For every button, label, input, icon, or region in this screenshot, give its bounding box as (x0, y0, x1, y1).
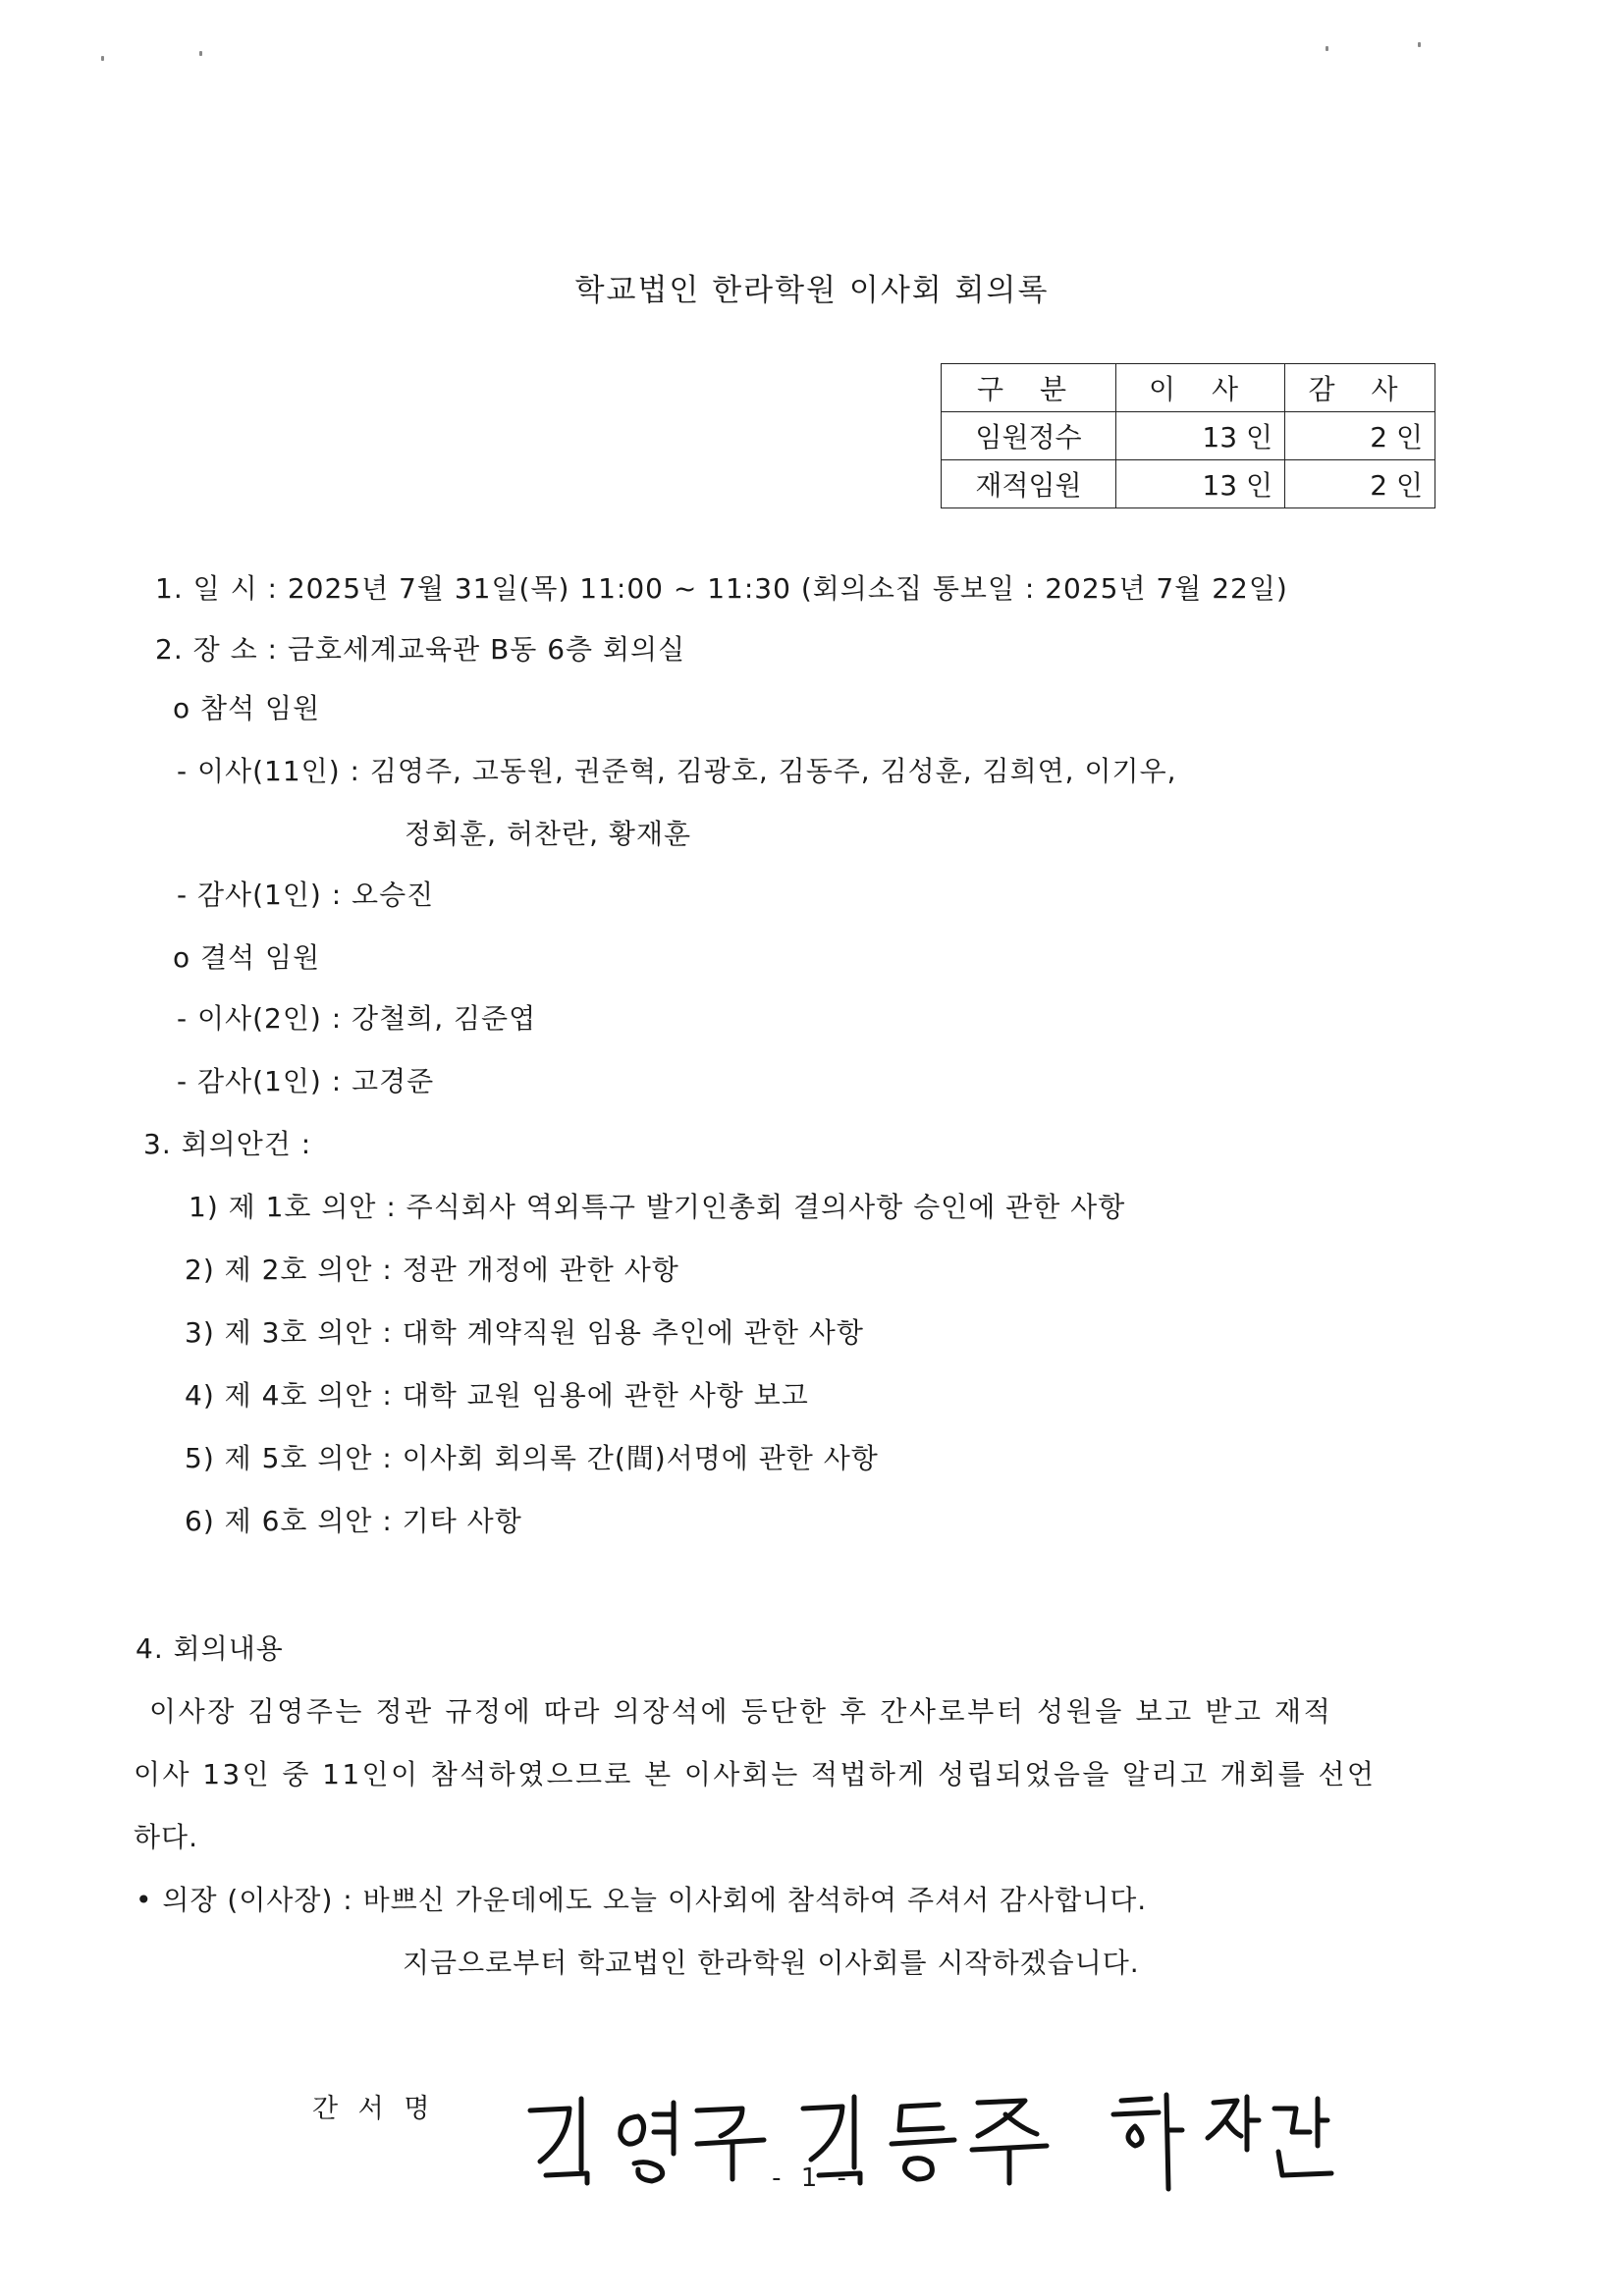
chair-remark-cont: 지금으로부터 학교법인 한라학원 이사회를 시작하겠습니다. (403, 1947, 1140, 1979)
attendance-header: o 참석 임원 (173, 692, 321, 724)
content-line: 이사 13인 중 11인이 참석하였으므로 본 이사회는 적법하게 성립되었음을 알리고 개회를 선언 (134, 1758, 1377, 1790)
agenda-item: 2) 제 2호 의안 : 정관 개정에 관한 사항 (185, 1254, 679, 1286)
row-label: 임원정수 (942, 412, 1116, 460)
scan-speck (1326, 46, 1328, 51)
header-directors: 이 사 (1116, 364, 1285, 412)
meeting-place: 2. 장 소 : 금호세계교육관 B동 6층 회의실 (155, 633, 686, 666)
header-auditors: 감 사 (1285, 364, 1435, 412)
content-header: 4. 회의내용 (135, 1632, 284, 1665)
agenda-item: 6) 제 6호 의안 : 기타 사항 (185, 1505, 522, 1537)
sign-label: 간 서 명 (312, 2094, 436, 2124)
cell-directors: 13 인 (1116, 412, 1285, 460)
table-row (942, 412, 1435, 460)
header-category: 구 분 (942, 364, 1116, 412)
attending-directors: - 이사(11인) : 김영주, 고동원, 권준혁, 김광호, 김동주, 김성훈, 김희연, 이기우, (177, 755, 1177, 787)
cell-directors: 13 인 (1116, 460, 1285, 508)
row-label: 재적임원 (942, 460, 1116, 508)
content-line: 이사장 김영주는 정관 규정에 따라 의장석에 등단한 후 간사로부터 성원을 보고 받고 재적 (149, 1695, 1333, 1728)
cell-auditors: 2 인 (1285, 460, 1435, 508)
agenda-item: 1) 제 1호 의안 : 주식회사 역외특구 발기인총회 결의사항 승인에 관한 사항 (189, 1191, 1126, 1223)
agenda-item: 4) 제 4호 의안 : 대학 교원 임용에 관한 사항 보고 (185, 1379, 809, 1412)
agenda-header: 3. 회의안건 : (143, 1128, 312, 1160)
agenda-item: 5) 제 5호 의안 : 이사회 회의록 간(間)서명에 관한 사항 (185, 1442, 879, 1474)
page-number: - 1 - (772, 2163, 852, 2193)
attending-directors-cont: 정회훈, 허찬란, 황재훈 (405, 818, 692, 850)
content-line: 하다. (134, 1821, 198, 1853)
meeting-datetime: 1. 일 시 : 2025년 7월 31일(목) 11:00 ~ 11:30 (회의소집 통보일 : 2025년 7월 22일) (155, 572, 1288, 605)
document-title: 학교법인 한라학원 이사회 회의록 (574, 273, 1050, 308)
table-header-row (942, 364, 1435, 412)
absent-auditor: - 감사(1인) : 고경준 (177, 1065, 435, 1097)
scan-speck (199, 51, 202, 56)
cell-auditors: 2 인 (1285, 412, 1435, 460)
agenda-item: 3) 제 3호 의안 : 대학 계약직원 임용 추인에 관한 사항 (185, 1316, 864, 1349)
table-row (942, 460, 1435, 508)
officer-quota-table (941, 363, 1435, 508)
absent-directors: - 이사(2인) : 강철희, 김준엽 (177, 1002, 537, 1035)
scan-speck (1418, 42, 1421, 47)
chair-remark: • 의장 (이사장) : 바쁘신 가운데에도 오늘 이사회에 참석하여 주셔서 감사합니다. (135, 1884, 1148, 1916)
absence-header: o 결석 임원 (173, 941, 321, 974)
scan-speck (101, 56, 104, 61)
attending-auditor: - 감사(1인) : 오승진 (177, 879, 435, 911)
